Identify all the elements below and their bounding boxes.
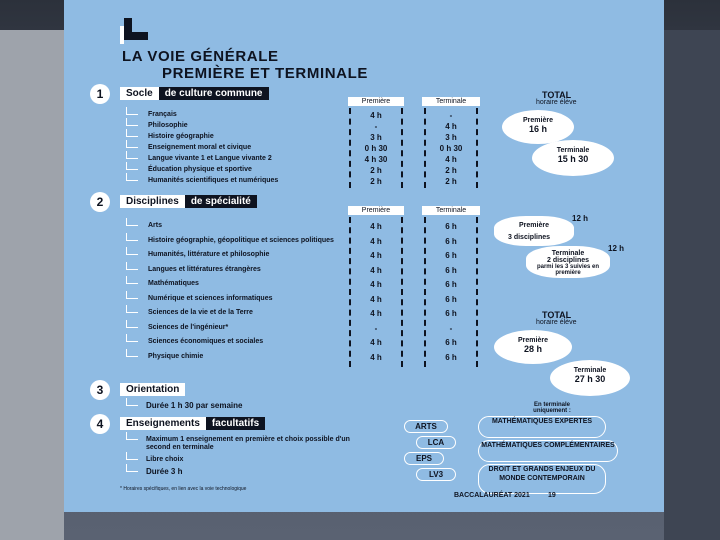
section1-item-label: Langue vivante 1 et Langue vivante 2	[148, 155, 272, 162]
section1-terminale-hours: 2 h	[445, 166, 457, 175]
arrow-icon	[126, 129, 138, 137]
arrow-icon	[126, 218, 138, 226]
spec-terminale-label: Terminale	[551, 250, 585, 257]
section2-terminale-hours: 6 h	[445, 251, 457, 260]
section2-terminale-hours: 6 h	[445, 338, 457, 347]
arrow-icon	[126, 233, 138, 241]
section1-label-light: Socle	[120, 87, 159, 100]
option-arts: ARTS	[404, 420, 448, 433]
footnote: * Horaires spécifiques, en lien avec la voie technologique	[120, 486, 247, 492]
section2-premiere-hours: -	[374, 323, 378, 333]
section1-premiere-hours: 4 h 30	[364, 155, 388, 164]
arrow-icon	[126, 305, 138, 313]
section2-item-label: Humanités, littérature et philosophie	[148, 251, 270, 258]
section1-item-label: Français	[148, 111, 177, 118]
section3-number: 3	[90, 380, 110, 400]
s2-total-terminale-label: Terminale	[573, 367, 607, 374]
s2-total-premiere-label: Première	[518, 337, 548, 344]
s1-total-terminale-label: Terminale	[556, 147, 590, 154]
section1-terminale-hours: 0 h 30	[439, 144, 463, 153]
l-logo-icon	[120, 16, 150, 44]
s2-total-terminale-value: 27 h 30	[574, 374, 606, 384]
section2-premiere-hours: 4 h	[370, 294, 382, 304]
spec-terminale-disc: 2 disciplines	[546, 257, 590, 264]
s2-col-premiere: Première	[348, 206, 404, 215]
section4-label-light: Enseignements	[120, 417, 206, 430]
section3-label: Orientation	[120, 383, 185, 396]
section1-premiere-hours: 3 h	[370, 133, 382, 142]
arrow-icon	[126, 432, 138, 440]
s1-total-premiere-bubble	[502, 110, 574, 144]
arrow-icon	[126, 334, 138, 342]
section1-premiere-hours: 0 h 30	[364, 144, 388, 153]
spec-terminale-note: parmi les 3 suivies en première	[536, 264, 600, 276]
footer-page: 19	[548, 492, 556, 499]
spec-premiere-hours: 12 h	[572, 214, 589, 223]
section2-premiere-hours: 4 h	[370, 265, 382, 275]
option-maths-expertes: MATHÉMATIQUES EXPERTES	[478, 416, 606, 438]
arrow-icon	[126, 262, 138, 270]
option-lca: LCA	[416, 436, 456, 449]
left-panel	[0, 30, 64, 540]
s1-total-title: TOTAL	[542, 90, 572, 100]
section2-premiere-hours: 4 h	[370, 352, 382, 362]
section2-terminale-hours: -	[449, 323, 453, 333]
section4-header	[120, 417, 265, 430]
s1-total-terminale-bubble	[532, 140, 614, 176]
section2-premiere-hours: 4 h	[370, 309, 382, 318]
arrow-icon	[126, 107, 138, 115]
section2-terminale-hours: 6 h	[445, 352, 457, 362]
arrow-icon	[126, 452, 138, 460]
section2-label-light: Disciplines	[120, 195, 185, 208]
arrow-icon	[126, 349, 138, 357]
arrow-icon	[126, 140, 138, 148]
footer-text: BACCALAURÉAT 2021	[454, 492, 530, 499]
section3-detail: Durée 1 h 30 par semaine	[146, 401, 243, 410]
section1-premiere-hours: 2 h	[370, 166, 382, 175]
spec-terminale-hours: 12 h	[608, 244, 625, 253]
option-droit-enjeux: DROIT ET GRANDS ENJEUX DU MONDE CONTEMPORAIN	[478, 464, 606, 494]
section1-terminale-hours: 4 h	[445, 122, 457, 131]
s2-col-terminale: Terminale	[422, 206, 480, 215]
spec-premiere-disc: 3 disciplines	[508, 234, 551, 241]
section1-premiere-hours: -	[374, 122, 378, 131]
section2-premiere-hours: 4 h	[370, 222, 382, 231]
section1-item-label: Philosophie	[148, 122, 188, 129]
arrow-icon	[126, 118, 138, 126]
section2-number: 2	[90, 192, 110, 212]
spec-premiere-bubble	[494, 216, 574, 246]
arrow-icon	[126, 247, 138, 255]
section2-premiere-hours: 4 h	[370, 251, 382, 260]
section2-terminale-hours: 6 h	[445, 280, 457, 289]
section2-premiere-hours: 4 h	[370, 280, 382, 289]
section1-terminale-hours: -	[449, 111, 453, 120]
section4-line1: Maximum 1 enseignement en première et choix possible d'un second en terminale	[146, 436, 350, 451]
section1-item-label: Enseignement moral et civique	[148, 144, 252, 151]
section1-label-dark: de culture commune	[159, 87, 269, 100]
s1-total-sub: horaire élève	[536, 99, 577, 106]
s2-total-terminale-bubble	[550, 360, 630, 396]
section2-header	[120, 195, 257, 208]
arrow-icon	[126, 464, 138, 472]
section2-item-label: Sciences économiques et sociales	[148, 338, 264, 345]
section2-item-label: Numérique et sciences informatiques	[148, 294, 273, 302]
section4-label-dark: facultatifs	[206, 417, 265, 430]
section1-item-label: Humanités scientifiques et numériques	[148, 177, 279, 184]
section1-terminale-hours: 4 h	[445, 155, 457, 164]
section2-terminale-hours: 6 h	[445, 309, 457, 318]
page-title-line1: LA VOIE GÉNÉRALE	[122, 48, 279, 65]
arrow-icon	[126, 162, 138, 170]
arrow-icon	[126, 320, 138, 328]
s1-total-terminale-value: 15 h 30	[557, 154, 589, 164]
section1-item-label: Histoire géographie	[148, 133, 214, 140]
arrow-icon	[126, 398, 138, 406]
section1-premiere-hours: 4 h	[370, 111, 382, 120]
section2-item-label: Sciences de la vie et de la Terre	[148, 309, 253, 316]
section1-terminale-hours: 2 h	[445, 177, 457, 186]
section2-item-label: Sciences de l'ingénieur*	[148, 323, 229, 331]
section4-line2: Libre choix	[146, 456, 184, 463]
section2-terminale-hours: 6 h	[445, 222, 457, 231]
arrow-icon	[126, 151, 138, 159]
section1-header	[120, 87, 269, 100]
right-panel	[664, 30, 720, 540]
section2-label-dark: de spécialité	[185, 195, 257, 208]
section4-line3: Durée 3 h	[146, 467, 183, 476]
section2-terminale-hours: 6 h	[445, 236, 457, 246]
option-eps: EPS	[404, 452, 444, 465]
section2-premiere-hours: 4 h	[370, 338, 382, 347]
section4-number: 4	[90, 414, 110, 434]
section1-premiere-hours: 2 h	[370, 177, 382, 186]
s2-total-premiere-value: 28 h	[523, 344, 542, 354]
s1-col-terminale: Terminale	[422, 97, 480, 106]
s1-total-premiere-label: Première	[523, 117, 553, 124]
page-title-line2: PREMIÈRE ET TERMINALE	[162, 65, 368, 82]
section2-terminale-hours: 6 h	[445, 294, 457, 304]
option-lv3: LV3	[416, 468, 456, 481]
arrow-icon	[126, 276, 138, 284]
section2-item-label: Histoire géographie, géopolitique et sciences politiques	[148, 236, 334, 244]
section2-item-label: Arts	[148, 222, 163, 229]
section3-header	[120, 383, 185, 396]
arrow-icon	[126, 173, 138, 181]
s2-total-sub: horaire élève	[536, 319, 577, 326]
section2-premiere-hours: 4 h	[370, 236, 382, 246]
option-maths-complementaires: MATHÉMATIQUES COMPLÉMENTAIRES	[478, 440, 618, 462]
document-page	[64, 0, 664, 512]
s1-total-premiere-value: 16 h	[528, 124, 547, 134]
s1-col-premiere: Première	[348, 97, 404, 106]
section1-number: 1	[90, 84, 110, 104]
spec-terminale-bubble	[526, 246, 610, 278]
section2-item-label: Langues et littératures étrangères	[148, 265, 261, 273]
s2-total-title: TOTAL	[542, 310, 572, 320]
section2-item-label: Mathématiques	[148, 280, 199, 287]
arrow-icon	[126, 291, 138, 299]
spec-premiere-label: Première	[519, 222, 549, 229]
terminale-only-note: En terminale uniquement :	[533, 402, 571, 414]
section2-terminale-hours: 6 h	[445, 265, 457, 275]
section1-terminale-hours: 3 h	[445, 133, 457, 142]
s2-total-premiere-bubble	[494, 330, 572, 364]
section2-item-label: Physique chimie	[148, 352, 204, 360]
section1-item-label: Éducation physique et sportive	[148, 166, 252, 173]
